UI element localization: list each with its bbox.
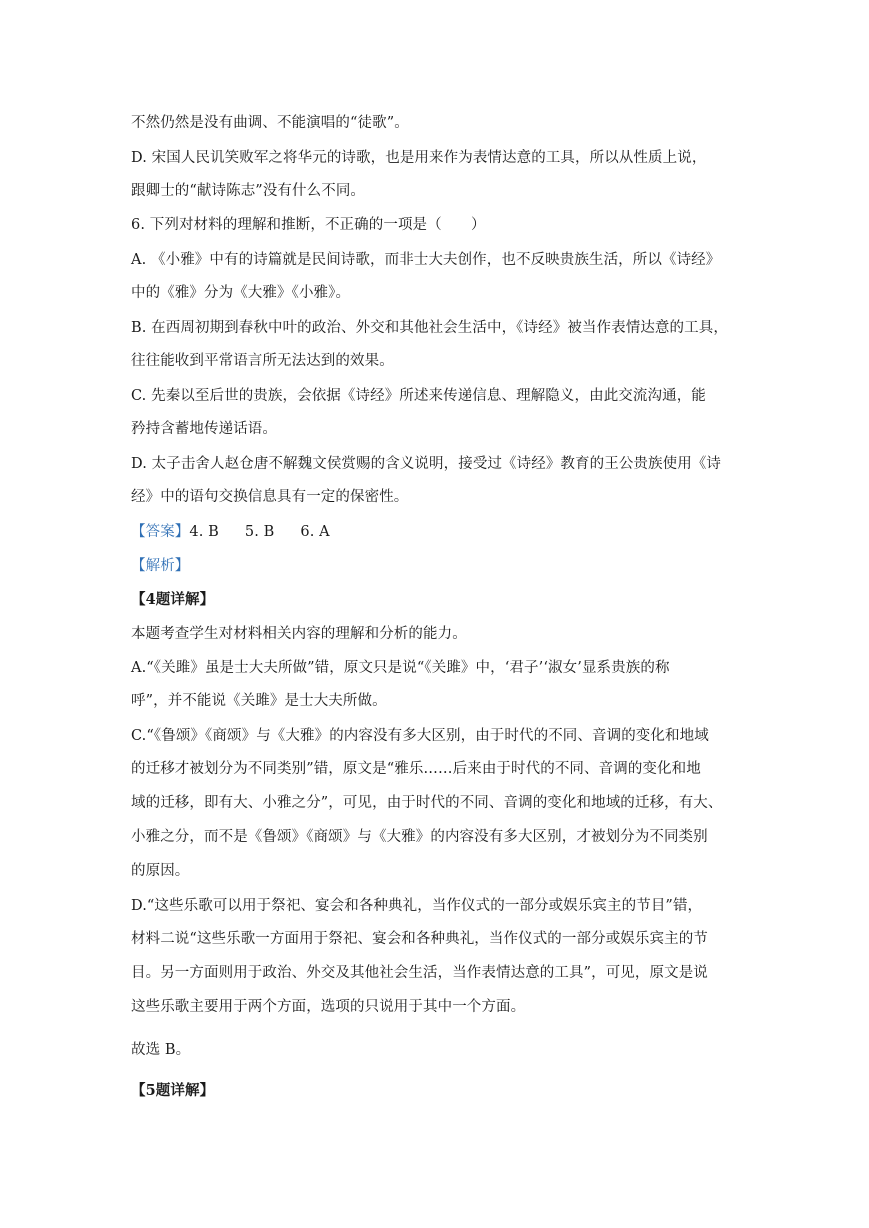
text-line: 的原因。 (131, 863, 190, 879)
answer-line (131, 522, 741, 542)
option-a-line: A. 《小雅》中有的诗篇就是民间诗歌，而非士大夫创作，也不反映贵族生活，所以《诗经》 (131, 252, 721, 268)
text-line: 这些乐歌主要用于两个方面，选项的只说用于其中一个方面。 (131, 999, 526, 1015)
text-line: 域的迁移，即有大、小雅之分”，可见，由于时代的不同、音调的变化和地域的迁移，有大、 (131, 795, 723, 811)
q4-heading: 【4题详解】 (131, 591, 215, 608)
text-line: A.“《关雎》虽是士大夫所做”错，原文只是说“《关雎》中，‘君子’‘淑女’显系贵族的称 (131, 660, 670, 676)
option-c-line: C. 先秦以至后世的贵族，会依据《诗经》所述来传递信息、理解隐义，由此交流沟通，能 (131, 388, 706, 404)
text-line: 本题考查学生对材料相关内容的理解和分析的能力。 (131, 626, 467, 642)
answer-item: 4. B (189, 524, 219, 540)
text-line: D.“这些乐歌可以用于祭祀、宴会和各种典礼，当作仪式的一部分或娱乐宾主的节目”错， (131, 898, 703, 914)
text-line: C.“《鲁颂》《商颂》与《大雅》的内容没有多大区别，由于时代的不同、音调的变化和地域 (131, 728, 709, 744)
text-line: 目。另一方面则用于政治、外交及其他社会生活，当作表情达意的工具”，可见，原文是说 (131, 965, 708, 981)
question-6: 6. 下列对材料的理解和推断，不正确的一项是（ ） (131, 217, 486, 233)
text-line: 往往能收到平常语言所无法达到的效果。 (131, 353, 394, 369)
text-line: 跟卿士的“献诗陈志”没有什么不同。 (131, 183, 366, 199)
option-b-line: B. 在西周初期到春秋中叶的政治、外交和其他社会生活中，《诗经》被当作表情达意的工具， (131, 320, 728, 336)
answer-item: 5. B (244, 524, 275, 540)
q5-heading: 【5题详解】 (131, 1082, 215, 1099)
answer-tag: 【答案】 (131, 524, 190, 540)
text-line: 材料二说“这些乐歌一方面用于祭祀、宴会和各种典礼，当作仪式的一部分或娱乐宾主的节 (131, 931, 708, 947)
text-line: 小雅之分，而不是《鲁颂》《商颂》与《大雅》的内容没有多大区别，才被划分为不同类别 (131, 829, 708, 845)
choice-line: 故选 B。 (131, 1042, 191, 1058)
option-d-line: D. 太子击舍人赵仓唐不解魏文侯赏赐的含义说明，接受过《诗经》教育的王公贵族使用《诗 (131, 456, 722, 472)
text-line: 的迁移才被划分为不同类别”错，原文是“雅乐……后来由于时代的不同、音调的变化和地 (131, 761, 701, 777)
text-line: 呼”，并不能说《关雎》是士大夫所做。 (131, 693, 387, 709)
text-line: 经》中的语句交换信息具有一定的保密性。 (131, 489, 409, 505)
option-d-line: D. 宋国人民讥笑败军之将华元的诗歌，也是用来作为表情达意的工具，所以从性质上说， (131, 150, 707, 166)
text-line: 不然仍然是没有曲调、不能演唱的“徒歌”。 (131, 115, 409, 131)
text-line: 矜持含蓄地传递话语。 (131, 421, 277, 437)
text-line: 中的《雅》分为《大雅》《小雅》。 (131, 285, 351, 301)
analysis-tag: 【解析】 (131, 558, 190, 574)
answer-item: 6. A (300, 524, 330, 540)
